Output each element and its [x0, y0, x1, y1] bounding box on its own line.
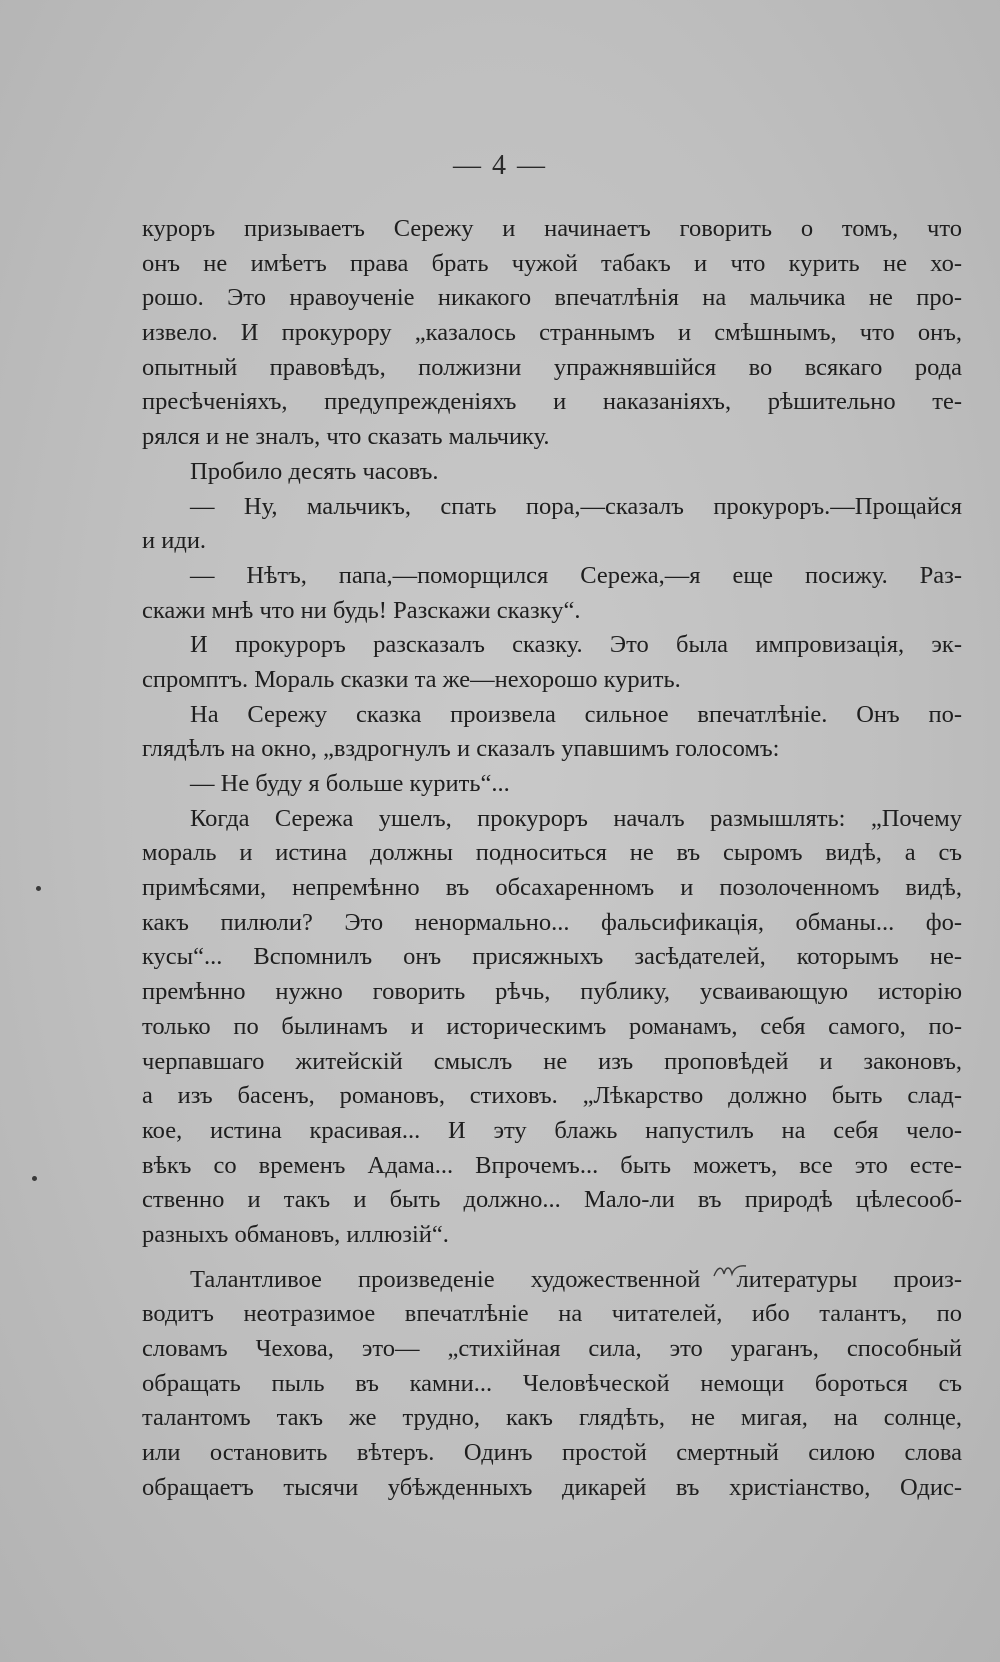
text-line: обращаетъ тысячи убѣжденныхъ дикарей въ христіанство, Одис- [142, 1473, 962, 1501]
text-line: обращать пыль въ камни... Человѣческой немощи бороться съ [142, 1369, 962, 1397]
scan-speck [36, 886, 41, 891]
paragraph [142, 802, 962, 1253]
text-line: рошо. Это нравоученіе никакого впечатлѣнія на мальчика не про- [142, 284, 962, 312]
paragraph [142, 628, 962, 697]
paragraph [142, 490, 962, 559]
text-line: черпавшаго житейскій смыслъ не изъ проповѣдей и законовъ, [142, 1047, 962, 1075]
text-line: мораль и истина должны подноситься не въ сыромъ видѣ, а съ [142, 839, 962, 867]
text-line: рялся и не зналъ, что сказать мальчику. [142, 423, 550, 451]
paragraph [142, 212, 962, 455]
text-line: словамъ Чехова, это— „стихійная сила, это ураганъ, способный [142, 1335, 962, 1362]
text-line: Талантливое произведеніе художественной литературы произ- [190, 1265, 962, 1293]
text-line: разныхъ обмановъ, иллюзій“. [142, 1220, 449, 1248]
paragraph [142, 698, 962, 767]
text-line: — Не буду я больше курить“... [190, 770, 510, 797]
text-line: — Ну, мальчикъ, спать пора,—сказалъ прокуроръ.—Прощайся [190, 492, 962, 520]
paragraph [142, 1263, 962, 1506]
text-line: Когда Сережа ушелъ, прокуроръ началъ размышлять: „Почему [190, 804, 962, 832]
text-line: извело. И прокурору „казалось страннымъ и смѣшнымъ, что онъ, [142, 319, 962, 347]
text-line: премѣнно нужно говорить рѣчь, публику, усваивающую исторію [142, 978, 962, 1006]
text-line: На Сережу сказка произвела сильное впечатлѣніе. Онъ по- [190, 700, 962, 728]
scan-speck [32, 1176, 37, 1181]
text-line: скажи мнѣ что ни будь! Разскажи сказку“. [142, 596, 581, 624]
text-line: или остановить вѣтеръ. Одинъ простой смертный силою слова [142, 1439, 962, 1467]
paragraph [142, 767, 962, 802]
text-line: кусы“... Вспомнилъ онъ присяжныхъ засѣдателей, которымъ не- [142, 943, 962, 971]
handwritten-correction [712, 1262, 748, 1280]
text-line: только по былинамъ и историческимъ романамъ, себя самого, по- [142, 1012, 962, 1040]
text-line: глядѣлъ на окно, „вздрогнулъ и сказалъ упавшимъ голосомъ: [142, 735, 780, 763]
text-line: — Нѣтъ, папа,—поморщился Сережа,—я еще посижу. Раз- [190, 561, 962, 589]
text-line: спромптъ. Мораль сказки та же—нехорошо курить. [142, 665, 681, 693]
text-line: опытный правовѣдъ, полжизни упражнявшійся во всякаго рода [142, 353, 962, 381]
text-line: Пробило десять часовъ. [190, 457, 439, 485]
paragraph-gap [142, 1253, 962, 1263]
text-line: ственно и такъ и быть должно... Мало-ли въ природѣ цѣлесооб- [142, 1186, 962, 1214]
text-line: примѣсями, непремѣнно въ обсахаренномъ и позолоченномъ видѣ, [142, 874, 962, 902]
paragraph [142, 559, 962, 628]
text-line: И прокуроръ разсказалъ сказку. Это была импровизація, эк- [190, 631, 962, 659]
text-line: куроръ призываетъ Сережу и начинаетъ говорить о томъ, что [142, 215, 962, 242]
text-line: и иди. [142, 527, 207, 555]
text-line: пресѣченіяхъ, предупрежденіяхъ и наказаніяхъ, рѣшительно те- [142, 388, 962, 416]
text-line: талантомъ такъ же трудно, какъ глядѣть, не мигая, на солнце, [142, 1404, 962, 1432]
text-line: водитъ неотразимое впечатлѣніе на читателей, ибо талантъ, по [142, 1300, 962, 1328]
body-text [142, 212, 962, 1505]
text-line: а изъ басенъ, романовъ, стиховъ. „Лѣкарство должно быть слад- [142, 1082, 962, 1110]
text-line: какъ пилюли? Это ненормально... фальсификація, обманы... фо- [142, 908, 962, 936]
text-line: кое, истина красивая... И эту блажь напустилъ на себя чело- [142, 1116, 962, 1144]
paragraph [142, 455, 962, 490]
text-line: вѣкъ со временъ Адама... Впрочемъ... быть можетъ, все это есте- [142, 1151, 962, 1179]
text-line: онъ не имѣетъ права брать чужой табакъ и что курить не хо- [142, 249, 962, 277]
page-number: — 4 — [453, 150, 547, 181]
